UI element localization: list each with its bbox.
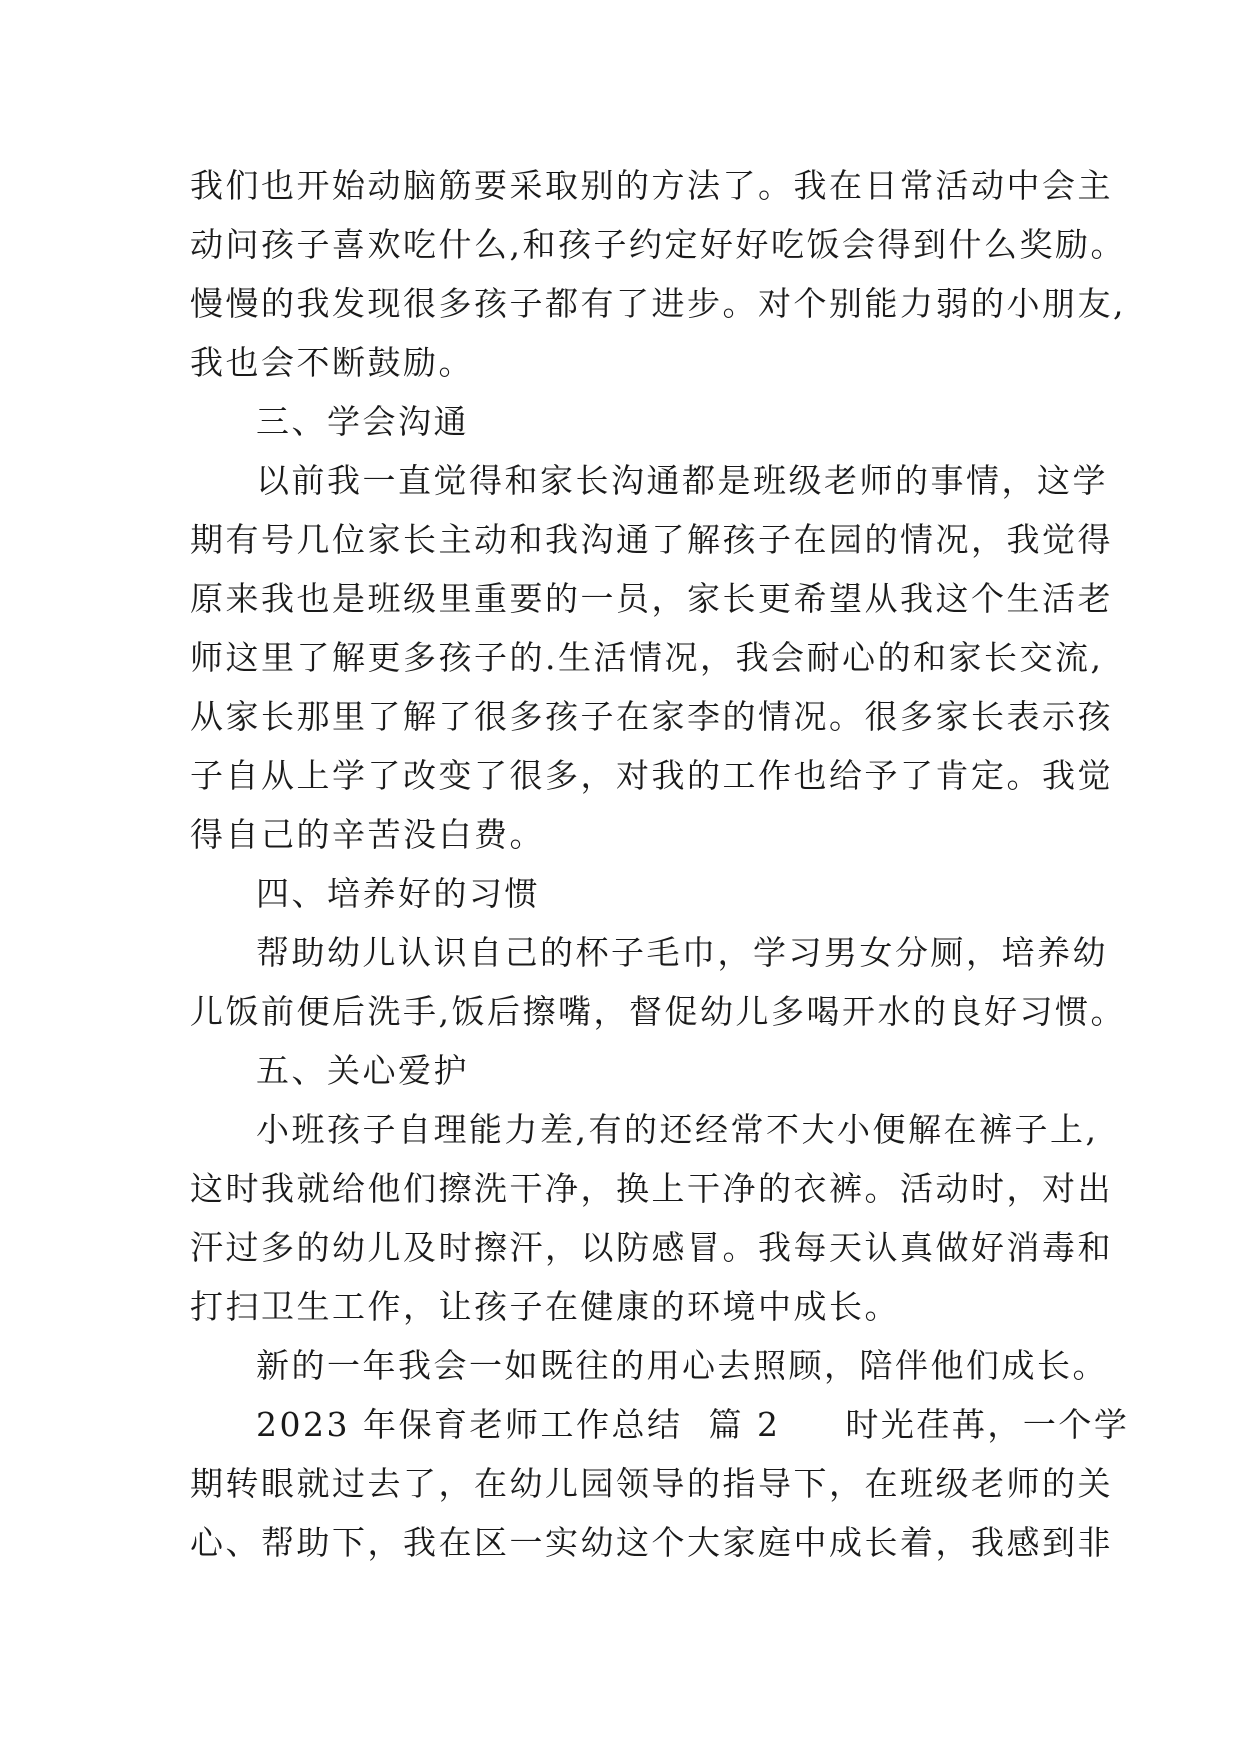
text-line: 动问孩子喜欢吃什么,和孩子约定好好吃饭会得到什么奖励。 [190, 225, 1126, 264]
text-line: 小班孩子自理能力差,有的还经常不大小便解在裤子上, [256, 1110, 1099, 1149]
text-line: 打扫卫生工作，让孩子在健康的环境中成长。 [190, 1287, 900, 1326]
section-heading: 三、学会沟通 [256, 402, 469, 441]
text-line: 我们也开始动脑筋要采取别的方法了。我在日常活动中会主 [190, 166, 1113, 205]
text-line: 从家长那里了解了很多孩子在家李的情况。很多家长表示孩 [190, 697, 1113, 736]
text-line: 2023 年保育老师工作总结 篇 2 时光荏苒，一个学 [256, 1405, 1130, 1444]
text-line: 我也会不断鼓励。 [190, 343, 474, 382]
text-line: 师这里了解更多孩子的.生活情况，我会耐心的和家长交流, [190, 638, 1104, 677]
text-line: 新的一年我会一如既往的用心去照顾，陪伴他们成长。 [256, 1346, 1108, 1385]
text-line: 得自己的辛苦没白费。 [190, 815, 545, 854]
text-line: 慢慢的我发现很多孩子都有了进步。对个别能力弱的小朋友, [190, 284, 1126, 323]
text-line: 期有号几位家长主动和我沟通了解孩子在园的情况，我觉得 [190, 520, 1113, 559]
section-heading: 五、关心爱护 [256, 1051, 469, 1090]
document-body [190, 156, 1130, 1572]
text-line: 原来我也是班级里重要的一员，家长更希望从我这个生活老 [190, 579, 1113, 618]
text-line: 期转眼就过去了，在幼儿园领导的指导下，在班级老师的关 [190, 1464, 1113, 1503]
text-line: 子自从上学了改变了很多，对我的工作也给予了肯定。我觉 [190, 756, 1113, 795]
text-line: 这时我就给他们擦洗干净，换上干净的衣裤。活动时，对出 [190, 1169, 1113, 1208]
text-line: 帮助幼儿认识自己的杯子毛巾，学习男女分厕，培养幼 [256, 933, 1108, 972]
text-line: 以前我一直觉得和家长沟通都是班级老师的事情，这学 [256, 461, 1108, 500]
text-line: 心、帮助下，我在区一实幼这个大家庭中成长着，我感到非 [190, 1523, 1113, 1562]
text-line: 汗过多的幼儿及时擦汗，以防感冒。我每天认真做好消毒和 [190, 1228, 1113, 1267]
section-heading: 四、培养好的习惯 [256, 874, 540, 913]
text-line: 儿饭前便后洗手,饭后擦嘴，督促幼儿多喝开水的良好习惯。 [190, 992, 1126, 1031]
